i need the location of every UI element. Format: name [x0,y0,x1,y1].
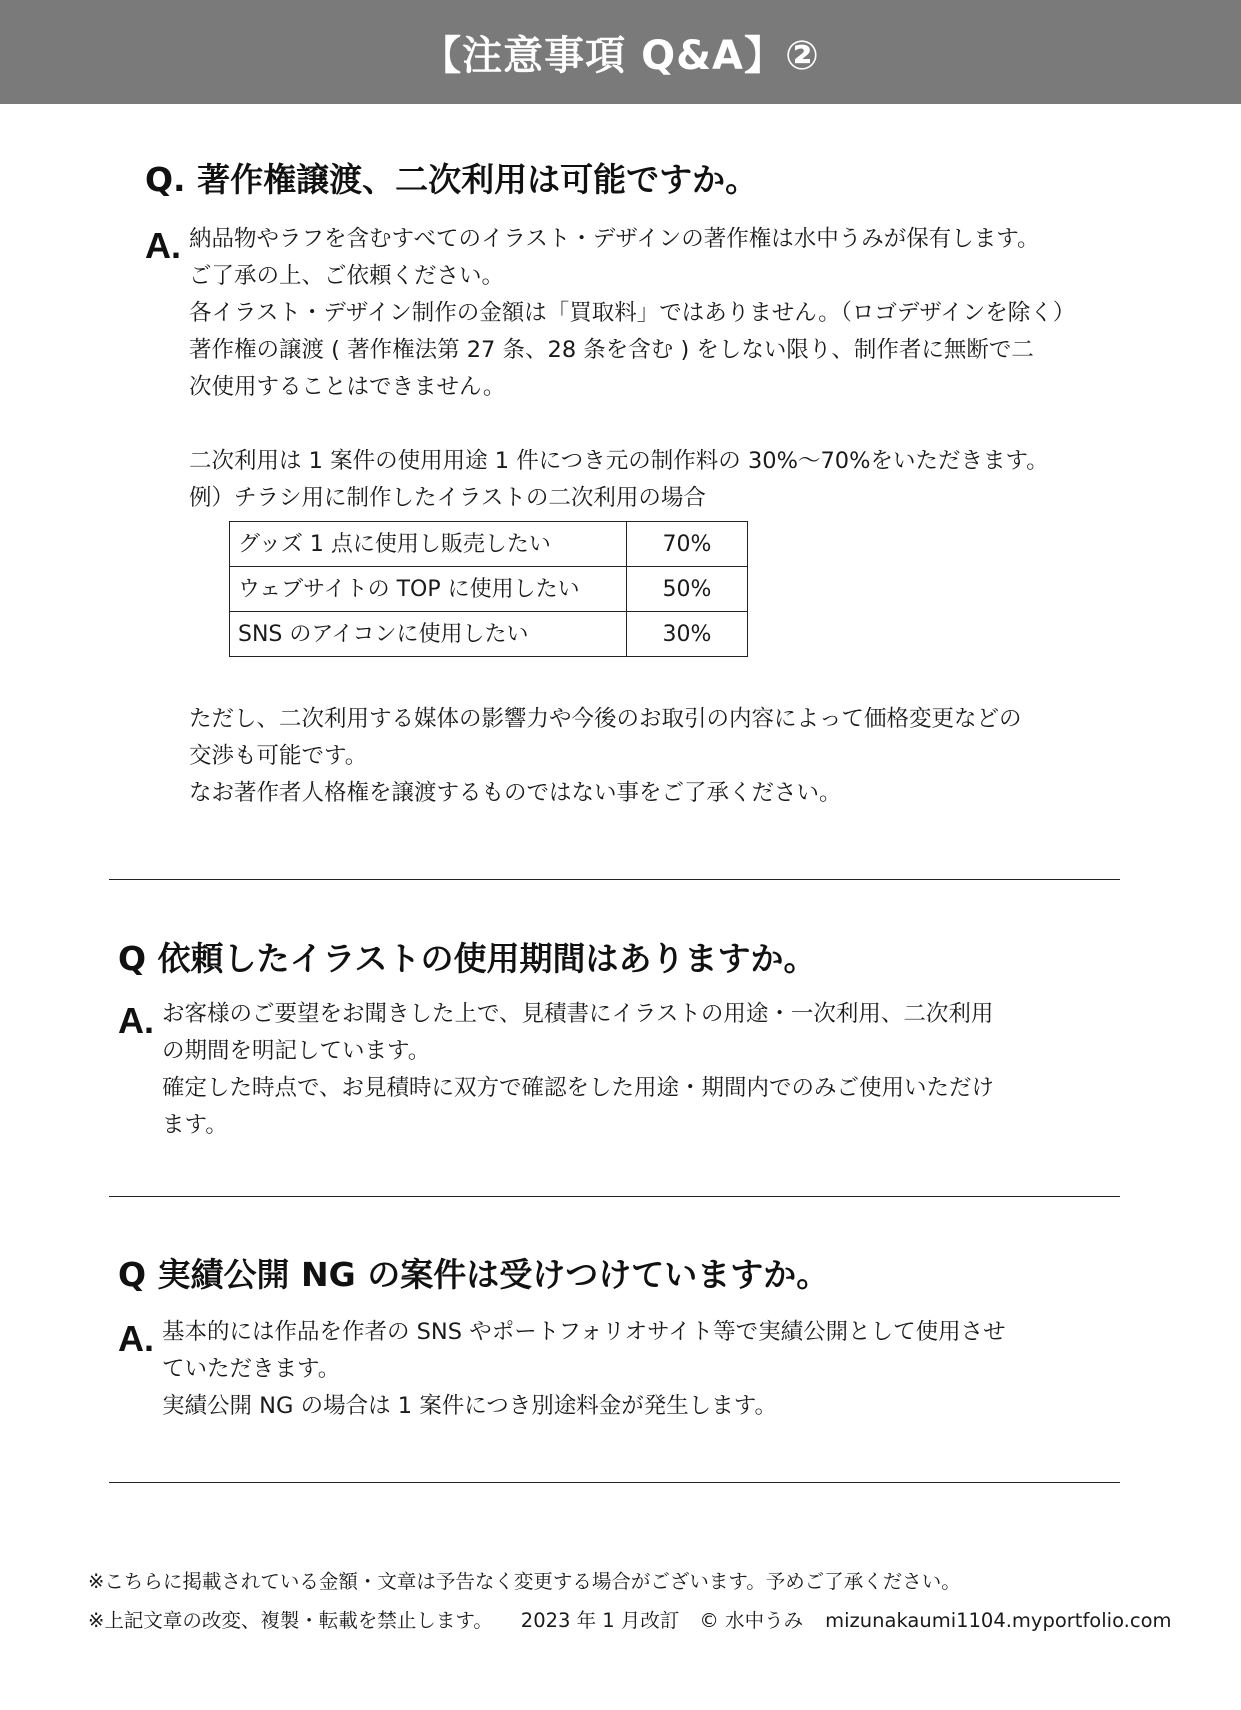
answer-line: なお著作者人格権を譲渡するものではない事をご了承ください。 [189,780,842,806]
footer-disclaimer: ※こちらに掲載されている金額・文章は予告なく変更する場合がございます。予めご了承ください。 [88,1570,961,1593]
footer-copy-prohibition: ※上記文章の改変、複製・転載を禁止します。 [88,1609,493,1632]
table-cell-purpose: SNS のアイコンに使用したい [230,612,627,657]
table-row [230,567,748,612]
question-title: Q 実績公開 NG の案件は受けつけていますか。 [118,1255,830,1294]
answer-line: の期間を明記しています。 [162,1038,431,1064]
footer-notice [88,1566,961,1594]
answer-text [189,221,1075,812]
question-title: Q 依頼したイラストの使用期間はありますか。 [118,939,817,978]
table-cell-purpose: グッズ 1 点に使用し販売したい [230,522,627,567]
usage-rate-table [229,521,748,657]
answer-mark: A. [118,1318,154,1359]
section-divider [109,1482,1120,1483]
answer-line: お客様のご要望をお聞きした上で、見積書にイラストの用途・一次利用、二次利用 [162,1001,994,1027]
answer-block [145,221,1075,812]
footer-url: mizunakaumi1104.myportfolio.com [825,1609,1172,1632]
answer-line: 実績公開 NG の場合は 1 案件につき別途料金が発生します。 [162,1393,777,1419]
answer-line: 次使用することはできません。 [189,374,506,400]
table-cell-rate: 30% [627,612,748,657]
table-cell-rate: 50% [627,567,748,612]
answer-line: ていただきます。 [162,1356,341,1382]
footer-revision: 2023 年 1 月改訂 [520,1609,680,1632]
answer-line: 確定した時点で、お見積時に双方で確認をした用途・期間内でのみご使用いただけ [162,1075,995,1101]
footer-info [88,1605,1172,1633]
answer-line: 交渉も可能です。 [189,743,368,769]
page-title: 【注意事項 Q&A】② [421,32,820,79]
section-divider [109,879,1120,880]
answer-line: 二次利用は 1 案件の使用用途 1 件につき元の制作料の 30%〜70%をいただきます。 [189,448,1049,474]
answer-line: 例）チラシ用に制作したイラストの二次利用の場合 [189,485,706,511]
answer-mark: A. [145,225,181,266]
qa-section-portfolio-ng [118,1249,1006,1425]
table-row [230,522,748,567]
answer-text [162,1314,1006,1425]
answer-line: ご了承の上、ご依頼ください。 [189,263,505,289]
answer-line: ます。 [162,1112,228,1138]
page-header [0,0,1241,104]
table-cell-purpose: ウェブサイトの TOP に使用したい [230,567,627,612]
footer-copyright: © 水中うみ [699,1609,804,1632]
answer-line: 著作権の譲渡 ( 著作権法第 27 条、28 条を含む ) をしない限り、制作者に無断で二 [189,337,1034,363]
section-divider [109,1196,1120,1197]
qa-section-copyright [145,154,1075,812]
table-cell-rate: 70% [627,522,748,567]
qa-section-usage-period [118,933,994,1144]
answer-text [162,996,994,1144]
question-title: Q. 著作権譲渡、二次利用は可能ですか。 [145,160,759,199]
answer-block [118,1314,1006,1425]
answer-line: 基本的には作品を作者の SNS やポートフォリオサイト等で実績公開として使用させ [162,1319,1006,1345]
answer-line: 納品物やラフを含むすべてのイラスト・デザインの著作権は水中うみが保有します。 [189,226,1040,252]
answer-line: ただし、二次利用する媒体の影響力や今後のお取引の内容によって価格変更などの [189,706,1022,732]
answer-block [118,996,994,1144]
table-row [230,612,748,657]
answer-mark: A. [118,1000,154,1041]
answer-line: 各イラスト・デザイン制作の金額は「買取料」ではありません。（ロゴデザインを除く） [189,300,1076,326]
